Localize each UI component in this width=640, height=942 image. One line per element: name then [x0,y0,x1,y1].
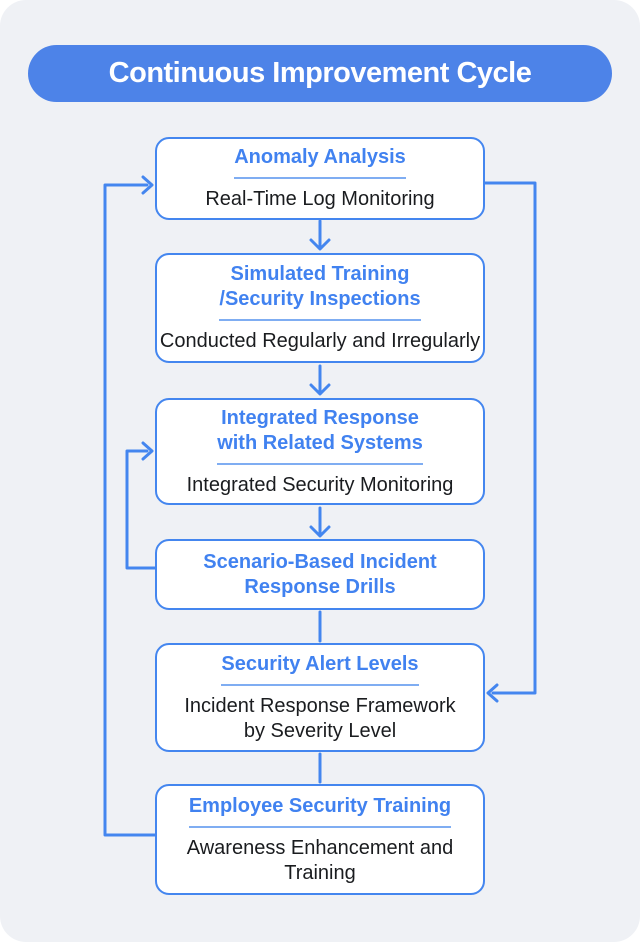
flow-box-anomaly-analysis [155,137,485,220]
box-title [221,652,418,686]
box-subtitle [160,329,480,354]
box-title-line: Employee Security Training [188,794,452,817]
box-subtitle [205,187,434,212]
flow-box-employee-training [155,784,485,895]
box-subtitle-line: by Severity Level [243,719,397,742]
box-title [219,262,420,321]
box-subtitle-line: Awareness Enhancement and [186,836,454,859]
arrow-integrated-to-scenario [311,508,329,536]
diagram-header-pill [28,45,612,102]
title-divider [234,177,406,179]
box-title [234,145,406,179]
box-title-line: Security Alert Levels [221,652,419,675]
flow-box-security-alert-levels [155,643,485,752]
box-title [217,406,423,465]
box-title-line: with Related Systems [217,431,423,454]
box-title-line: Scenario-Based Incident [203,550,437,573]
box-title [189,794,451,828]
box-subtitle [187,473,454,498]
box-title-line: /Security Inspections [219,288,421,310]
title-divider [189,826,451,828]
box-title-line: Anomaly Analysis [234,146,406,168]
title-divider [219,319,420,321]
box-subtitle-line: Incident Response Framework [184,694,456,717]
flow-box-scenario-drills [155,539,485,610]
title-divider [217,463,423,465]
title-divider [221,684,418,686]
flow-box-integrated-response [155,398,485,505]
box-subtitle-line: Conducted Regularly and Irregularly [159,330,481,352]
box-title [203,550,436,600]
box-title-line: Response Drills [244,575,396,598]
diagram-title: Continuous Improvement Cycle [108,57,532,89]
flow-box-simulated-training [155,253,485,363]
box-title-line: Integrated Response [221,406,419,429]
box-subtitle-line: Real-Time Log Monitoring [205,188,435,210]
box-subtitle [187,836,453,886]
arrow-anomaly-to-simulated [311,221,329,249]
box-subtitle-line: Integrated Security Monitoring [186,473,454,496]
loop-anomaly-to-alert [485,183,535,701]
loop-scenario-to-integrated [127,443,155,568]
box-title-line: Simulated Training [230,263,410,285]
box-subtitle-line: Training [284,861,356,884]
arrow-simulated-to-integrated [311,366,329,394]
box-subtitle [184,694,455,744]
loop-employee-to-anomaly [105,177,155,835]
